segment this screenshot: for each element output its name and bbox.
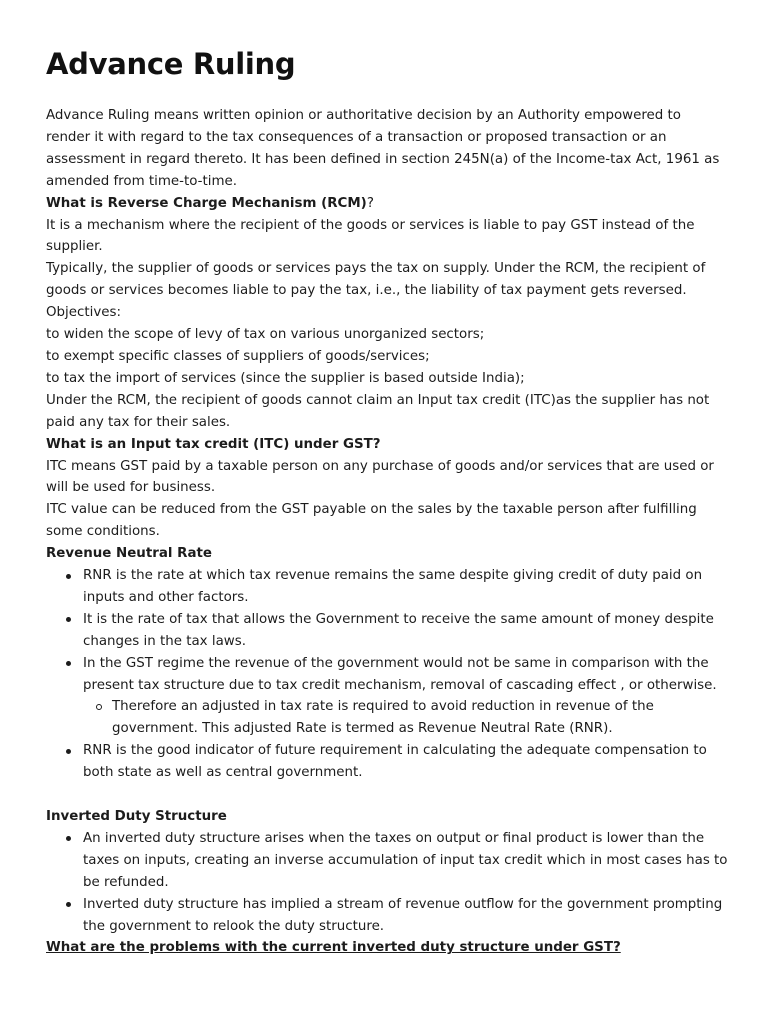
document-body (46, 105, 728, 959)
rcm-paragraph-3: Under the RCM, the recipient of goods cannot claim an Input tax credit (ITC)as the supplier has not paid any tax for their sales. (46, 392, 710, 430)
rcm-heading-line (46, 193, 728, 215)
ids-problems-heading: What are the problems with the current inverted duty structure under GST? (46, 940, 621, 956)
rcm-paragraph-2: Typically, the supplier of goods or services pays the tax on supply. Under the RCM, the recipient of goods or services becomes liable to pay the tax, i.e., the liability of tax payment gets reversed. (46, 261, 706, 299)
itc-heading: What is an Input tax credit (ITC) under GST? (46, 436, 381, 452)
list-item: RNR is the good indicator of future requirement in calculating the adequate compensation to both state as well as central government. (83, 740, 728, 784)
itc-paragraph-1: ITC means GST paid by a taxable person on any purchase of goods and/or services that are used or will be used for business. (46, 458, 714, 496)
page-title: Advance Ruling (46, 47, 296, 81)
rcm-paragraph-1: It is a mechanism where the recipient of the goods or services is liable to pay GST instead of the supplier. (46, 217, 695, 255)
list-item: An inverted duty structure arises when the taxes on output or final product is lower than the taxes on inputs, creating an inverse accumulation of input tax credit which in most cases has to be refunded. (83, 828, 728, 894)
list-item (83, 653, 728, 741)
rcm-heading-suffix: ? (366, 195, 374, 211)
ids-heading: Inverted Duty Structure (46, 808, 227, 824)
list-item: It is the rate of tax that allows the Government to receive the same amount of money despite changes in the tax laws. (83, 609, 728, 653)
intro-paragraph: Advance Ruling means written opinion or authoritative decision by an Authority empowered to render it with regard to the tax consequences of a transaction or proposed transaction or an assessment in regard thereto. It has been defined in section 245N(a) of the Income-tax Act, 1961 as amended from time-to-time. (46, 108, 720, 189)
rnr-heading: Revenue Neutral Rate (46, 546, 212, 562)
objectives-label: Objectives: (46, 305, 121, 321)
sub-list-item: Therefore an adjusted in tax rate is required to avoid reduction in revenue of the government. This adjusted Rate is termed as Revenue Neutral Rate (RNR). (112, 696, 728, 740)
list-item: RNR is the rate at which tax revenue remains the same despite giving credit of duty paid on inputs and other factors. (83, 565, 728, 609)
objective-item: to widen the scope of levy of tax on various unorganized sectors; (46, 327, 485, 343)
rcm-heading: What is Reverse Charge Mechanism (RCM) (46, 195, 367, 211)
ids-bullet-list (46, 828, 728, 938)
rnr-sub-list (83, 696, 728, 740)
section-spacer (46, 784, 728, 806)
rnr-bullet-list (46, 565, 728, 784)
itc-paragraph-2: ITC value can be reduced from the GST payable on the sales by the taxable person after fulfilling some conditions. (46, 502, 697, 540)
list-item-text: In the GST regime the revenue of the government would not be same in comparison with the present tax structure due to tax credit mechanism, removal of cascading effect , or otherwise. (83, 655, 717, 693)
objective-item: to exempt specific classes of suppliers of goods/services; (46, 348, 430, 364)
objective-item: to tax the import of services (since the supplier is based outside India); (46, 370, 525, 386)
list-item: Inverted duty structure has implied a stream of revenue outflow for the government prompting the government to relook the duty structure. (83, 894, 728, 938)
